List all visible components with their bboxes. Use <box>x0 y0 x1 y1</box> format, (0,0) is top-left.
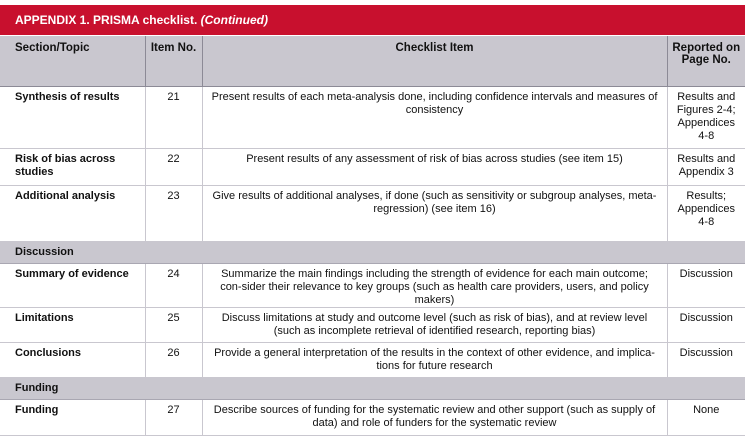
topic-cell: Limitations <box>0 308 145 343</box>
section-group-label: Discussion <box>0 242 745 264</box>
checklist-item-cell: Provide a general interpretation of the results in the context of other evidence, and implica-tions for future research <box>202 343 667 378</box>
table-title-main: APPENDIX 1. PRISMA checklist. <box>15 13 198 27</box>
table-row <box>0 264 745 308</box>
section-group-row-discussion <box>0 242 745 264</box>
item-number-cell: 22 <box>145 149 202 186</box>
topic-cell: Summary of evidence <box>0 264 145 308</box>
header-row <box>0 36 745 87</box>
reported-page-cell: Results and Appendix 3 <box>667 149 745 186</box>
item-number-cell: 27 <box>145 400 202 436</box>
section-group-label: Funding <box>0 378 745 400</box>
table-title <box>0 5 745 35</box>
item-number-cell: 24 <box>145 264 202 308</box>
checklist-item-cell: Describe sources of funding for the systematic review and other support (such as supply of data) and role of funders for the systematic review <box>202 400 667 436</box>
reported-page-cell: Results and Figures 2-4; Appendices 4-8 <box>667 87 745 149</box>
topic-cell: Conclusions <box>0 343 145 378</box>
prisma-checklist-table <box>0 36 745 436</box>
checklist-item-cell: Summarize the main findings including the strength of evidence for each main outcome; con-sider their relevance to key groups (such as health care providers, users, and policy makers) <box>202 264 667 308</box>
header-checklist-item: Checklist Item <box>202 36 667 87</box>
reported-page-cell: Discussion <box>667 343 745 378</box>
header-reported-page: Reported on Page No. <box>667 36 745 87</box>
item-number-cell: 23 <box>145 186 202 242</box>
table-row <box>0 87 745 149</box>
section-group-row-funding <box>0 378 745 400</box>
table-row <box>0 343 745 378</box>
table-row <box>0 186 745 242</box>
reported-page-cell: Discussion <box>667 308 745 343</box>
table-row <box>0 149 745 186</box>
checklist-item-cell: Present results of each meta-analysis done, including confidence intervals and measures of consistency <box>202 87 667 149</box>
reported-page-cell: Discussion <box>667 264 745 308</box>
table-row <box>0 308 745 343</box>
item-number-cell: 21 <box>145 87 202 149</box>
topic-cell: Synthesis of results <box>0 87 145 149</box>
reported-page-cell: Results; Appendices 4-8 <box>667 186 745 242</box>
topic-cell: Funding <box>0 400 145 436</box>
table-title-continued: (Continued) <box>200 13 268 27</box>
topic-cell: Additional analysis <box>0 186 145 242</box>
reported-page-cell: None <box>667 400 745 436</box>
table-row <box>0 400 745 436</box>
checklist-item-cell: Present results of any assessment of risk of bias across studies (see item 15) <box>202 149 667 186</box>
item-number-cell: 26 <box>145 343 202 378</box>
header-item-no: Item No. <box>145 36 202 87</box>
checklist-item-cell: Give results of additional analyses, if done (such as sensitivity or subgroup analyses, meta-regression) (see item 16) <box>202 186 667 242</box>
topic-cell: Risk of bias across studies <box>0 149 145 186</box>
checklist-item-cell: Discuss limitations at study and outcome level (such as risk of bias), and at review level (such as incomplete retrieval of identified research, reporting bias) <box>202 308 667 343</box>
header-section-topic: Section/Topic <box>0 36 145 87</box>
item-number-cell: 25 <box>145 308 202 343</box>
